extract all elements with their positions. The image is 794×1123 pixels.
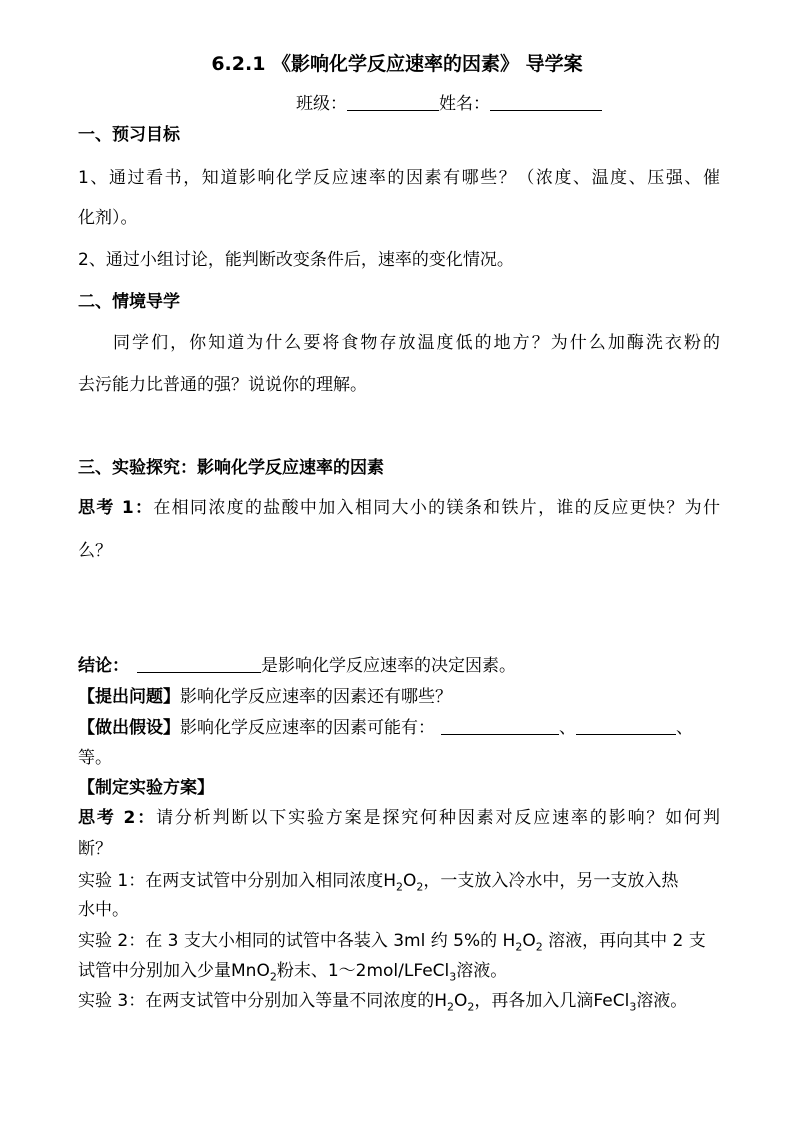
conclusion-row [78,654,720,678]
experiment-1-line2: 水中。 [78,900,129,920]
section2-heading: 二、情境导学 [78,292,180,312]
think2-label: 思考 2： [78,808,157,828]
exp2-line2-a: 试管中分别加入少量MnO [78,961,270,981]
exp2-text-b: 溶液，再向其中 2 支 [542,931,706,951]
experiment-2-line2 [78,959,720,983]
exp2-o: O [522,931,536,951]
class-label: 班级： [296,94,347,114]
exp2-line2-sub2: 3 [449,970,457,984]
hypothesis-blank-1[interactable] [441,716,559,735]
exp1-o: O [403,871,417,891]
hypothesis-sep-2: 、 [676,718,693,738]
think1-line2: 么？ [78,541,112,561]
conclusion-label: 结论： [78,656,129,676]
exp2-line2-c: 溶液。 [456,961,508,981]
objective-2: 2、通过小组讨论，能判断改变条件后，速率的变化情况。 [78,250,514,270]
exp1-sub-2: 2 [416,880,424,894]
hypothesis-text: 影响化学反应速率的因素可能有： [180,718,435,738]
experiment-1-line1 [78,869,720,893]
exp3-sub-2: 2 [467,1000,475,1014]
objective-1-line1: 1、通过看书，知道影响化学反应速率的因素有哪些？（浓度、温度、压强、催 [78,168,720,188]
section1-heading: 一、预习目标 [78,125,180,145]
hypothesis-blank-2[interactable] [576,716,676,735]
think2-line1 [78,806,720,830]
question-row [78,685,720,709]
exp2-text-a: 实验 2：在 3 支大小相同的试管中各装入 3ml 约 5%的 H [78,931,516,951]
name-field[interactable] [490,92,602,111]
exp3-sub-1: 2 [447,1000,455,1014]
objective-1-line2: 化剂）。 [78,208,138,228]
think1-label: 思考 1： [78,498,154,518]
page-title: 6.2.1 《影响化学反应速率的因素》 导学案 [211,53,583,75]
exp2-line2-sub: 2 [269,970,277,984]
conclusion-blank[interactable] [137,654,261,673]
exp3-text-b: ，再各加入几滴FeCl [474,991,630,1011]
exp3-text-c: 溶液。 [636,991,688,1011]
student-info-row [296,92,626,116]
think1-text: 在相同浓度的盐酸中加入相同大小的镁条和铁片，谁的反应更快？为什 [153,498,721,518]
exp3-sub-3: 3 [629,1000,637,1014]
exp1-text-a: 实验 1：在两支试管中分别加入相同浓度H [78,871,397,891]
hypothesis-sep-1: 、 [559,718,576,738]
think2-text: 请分析判断以下实验方案是探究何种因素对反应速率的影响？如何判 [156,808,721,828]
question-label: 【提出问题】 [78,687,180,707]
hypothesis-label: 【做出假设】 [78,718,180,738]
think1-line1 [78,496,720,520]
section3-heading: 三、实验探究：影响化学反应速率的因素 [78,458,384,478]
class-field[interactable] [347,92,439,111]
exp2-line2-b: 粉末、1～2mol/LFeCl [276,961,450,981]
exp1-text-b: ，一支放入冷水中，另一支放入热 [423,871,679,891]
experiment-3 [78,989,720,1013]
conclusion-text: 是影响化学反应速率的决定因素。 [261,656,516,676]
exp2-sub-1: 2 [515,940,523,954]
experiment-2-line1 [78,929,720,953]
hypothesis-row [78,716,720,740]
think2-line2: 断？ [78,839,112,859]
exp1-sub-1: 2 [396,880,404,894]
exp2-sub-2: 2 [535,940,543,954]
plan-heading: 【制定实验方案】 [78,778,214,798]
scenario-para-line1: 同学们，你知道为什么要将食物存放温度低的地方？为什么加酶洗衣粉的 [113,333,720,353]
exp3-o: O [454,991,468,1011]
exp3-text-a: 实验 3：在两支试管中分别加入等量不同浓度的H [78,991,448,1011]
question-text: 影响化学反应速率的因素还有哪些？ [180,687,452,707]
scenario-para-line2: 去污能力比普通的强？说说你的理解。 [78,375,367,395]
hypothesis-end: 等。 [78,748,112,768]
name-label: 姓名： [439,94,490,114]
